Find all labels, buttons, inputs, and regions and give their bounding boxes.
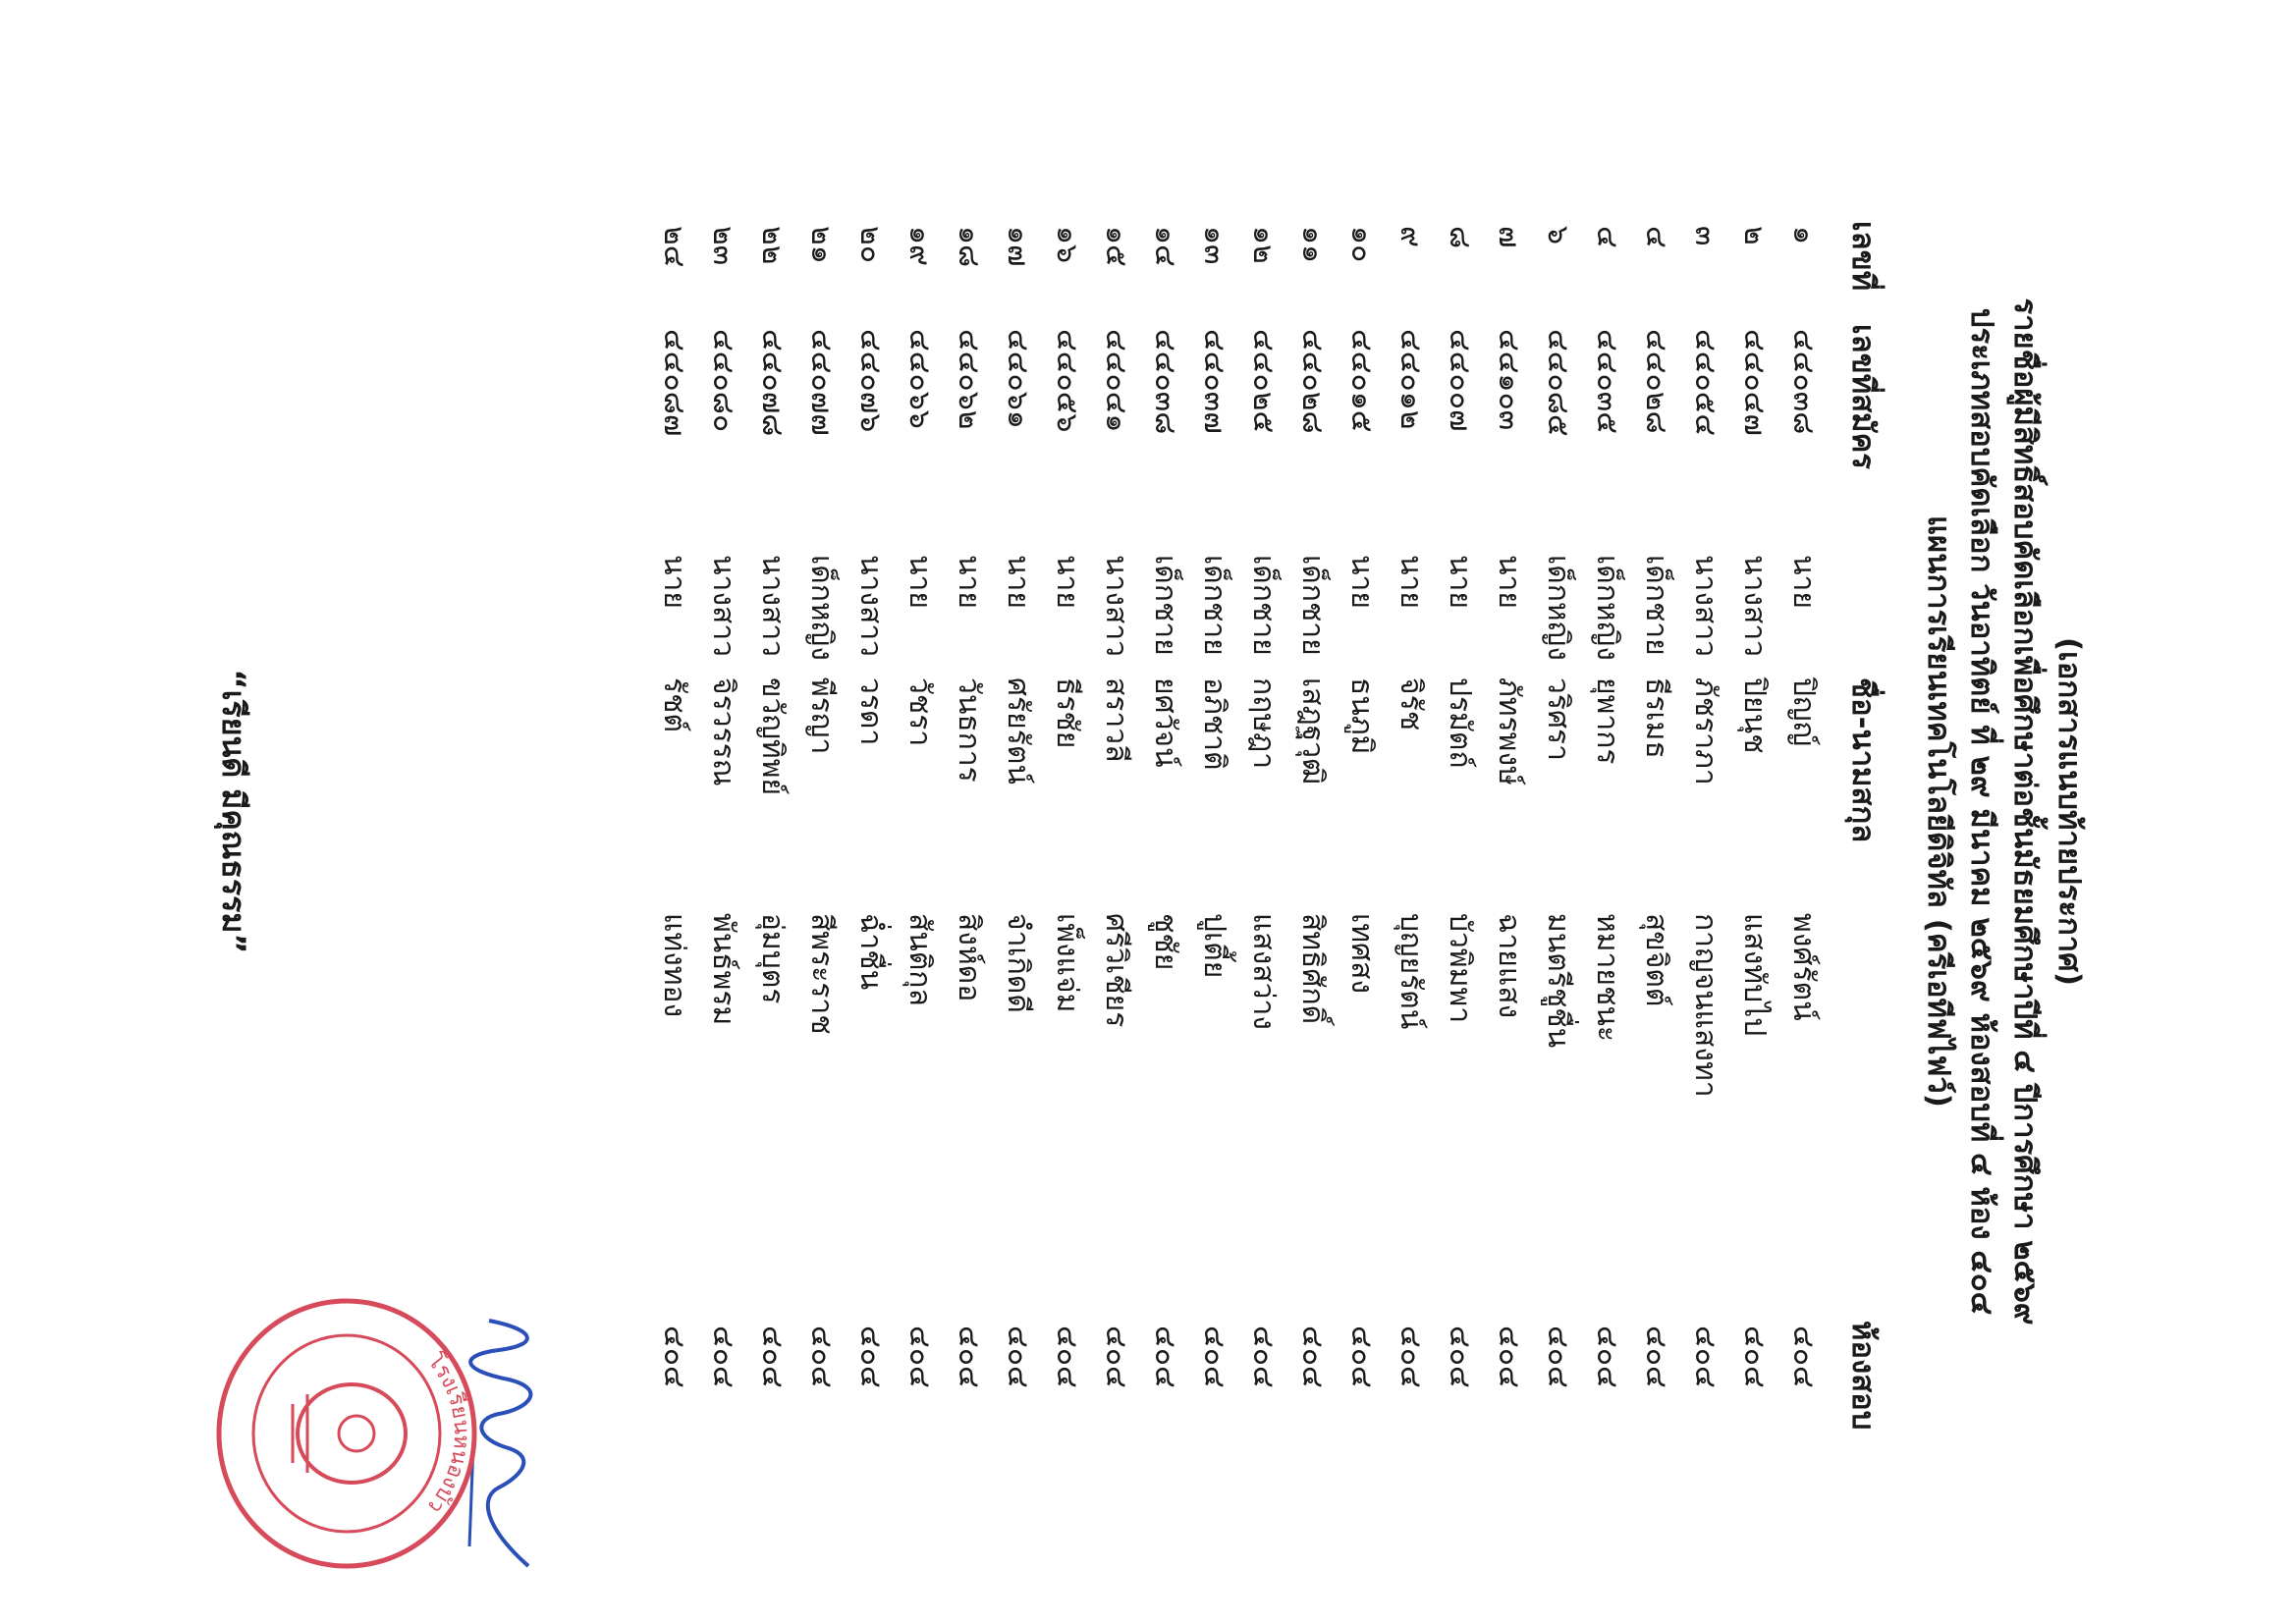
table-row: [1286, 0, 1336, 1623]
cell-room: ๔๐๔: [853, 1325, 888, 1388]
cell-last: ชูชัย: [1148, 913, 1182, 971]
cell-no: ๔: [1590, 226, 1624, 248]
cell-first: ปิญญ์: [1786, 677, 1821, 747]
table-row: [1581, 0, 1630, 1623]
cell-no: ๑๒: [1246, 226, 1281, 264]
cell-no: ๑: [1786, 226, 1821, 245]
table-row: [845, 0, 894, 1623]
header-room: ห้องสอบ: [1845, 1321, 1881, 1431]
table-row: [1090, 0, 1139, 1623]
table-row: [648, 0, 697, 1623]
cell-no: ๑๔: [1148, 226, 1182, 267]
cell-first: ศรัยรัตน์: [1001, 677, 1035, 784]
cell-no: ๑๐: [1344, 226, 1379, 263]
cell-room: ๔๐๔: [1688, 1325, 1722, 1388]
cell-last: กาญจนแสงทา: [1688, 913, 1722, 1098]
cell-no: ๒๔: [657, 226, 691, 268]
table-row: [746, 0, 795, 1623]
table-row: [1237, 0, 1286, 1623]
cell-no: ๒๑: [804, 226, 839, 264]
table-row: [1728, 0, 1777, 1623]
cell-id: ๔๔๐๐๗: [1443, 329, 1477, 432]
cell-title: นาย: [952, 555, 986, 609]
table-row: [697, 0, 746, 1623]
cell-first: ปรมัตถ์: [1443, 677, 1477, 769]
header-no: เลขที่: [1845, 221, 1881, 292]
cell-last: ฉ่ำชื่น: [853, 913, 888, 991]
cell-first: ภัทรพงษ์: [1492, 677, 1526, 785]
table-row: [1139, 0, 1188, 1623]
cell-title: นางสาว: [706, 555, 740, 658]
cell-last: จำเกิดดี: [1001, 913, 1035, 1013]
cell-id: ๔๔๐๗๗: [804, 329, 839, 436]
cell-room: ๔๐๔: [657, 1325, 691, 1388]
school-motto: “เรียนดี มีคุณธรรม”: [215, 669, 252, 954]
cell-id: ๔๔๐๔๗: [1737, 329, 1772, 436]
header-name: ชื่อ-นามสกุล: [1845, 677, 1881, 843]
cell-title: นางสาว: [853, 555, 888, 658]
cell-first: จิรวรรณ: [706, 677, 740, 786]
cell-title: นาย: [1001, 555, 1035, 609]
cell-room: ๔๐๔: [902, 1325, 937, 1388]
cell-first: ธนภูมิ: [1344, 677, 1379, 755]
cell-no: ๖: [1541, 226, 1575, 245]
cell-no: ๗: [1492, 226, 1526, 248]
cell-room: ๔๐๔: [1148, 1325, 1182, 1388]
cell-first: วรดา: [853, 677, 888, 746]
cell-id: ๔๔๑๐๓: [1492, 329, 1526, 431]
cell-no: ๑๙: [902, 226, 937, 267]
cell-title: เด็กหญิง: [804, 555, 839, 661]
cell-last: แสงสว่าง: [1246, 913, 1281, 1030]
cell-room: ๔๐๔: [1246, 1325, 1281, 1388]
cell-title: เด็กชาย: [1639, 555, 1673, 656]
cell-room: ๔๐๔: [804, 1325, 839, 1388]
cell-title: เด็กชาย: [1246, 555, 1281, 656]
cell-room: ๔๐๔: [1786, 1325, 1821, 1388]
cell-title: นาย: [1492, 555, 1526, 609]
cell-id: ๔๔๐๓๕: [1590, 329, 1624, 434]
cell-id: ๔๔๐๑๕: [1344, 329, 1379, 433]
cell-room: ๔๐๔: [706, 1325, 740, 1388]
cell-first: อภิชาติ: [1197, 677, 1231, 771]
cell-first: จิรัช: [1394, 677, 1428, 731]
cell-last: เพ็งแจ่ม: [1050, 913, 1084, 1013]
cell-id: ๔๔๐๑๒: [1394, 329, 1428, 430]
table-row: [894, 0, 943, 1623]
header-applicant-no: เลขที่สมัคร: [1845, 324, 1881, 469]
table-row: [1630, 0, 1679, 1623]
table-row: [1041, 0, 1090, 1623]
cell-room: ๔๐๔: [1050, 1325, 1084, 1388]
cell-title: นางสาว: [1688, 555, 1722, 658]
cell-first: ยุพากร: [1590, 677, 1624, 765]
cell-id: ๔๔๐๖๒: [952, 329, 986, 430]
cell-no: ๒๒: [755, 226, 790, 265]
cell-room: ๔๐๔: [1541, 1325, 1575, 1388]
cell-room: ๔๐๔: [1737, 1325, 1772, 1388]
cell-first: เสฎฐวุฒิ: [1295, 677, 1330, 785]
cell-room: ๔๐๔: [1099, 1325, 1133, 1388]
cell-first: ปิยนุช: [1737, 677, 1772, 754]
cell-first: วัชรา: [902, 677, 937, 747]
cell-first: ขวัญทิพย์: [755, 677, 790, 796]
study-program: แผนการเรียนเทคโนโลยีดิจิทัล (ครีเอทีฟไฟว์): [1921, 515, 1956, 1108]
cell-id: ๔๔๐๒๘: [1295, 329, 1330, 434]
cell-last: หมายชนะ: [1590, 913, 1624, 1042]
cell-id: ๔๔๐๘๕: [1541, 329, 1575, 437]
cell-room: ๔๐๔: [952, 1325, 986, 1388]
cell-no: ๑๘: [952, 226, 986, 268]
cell-title: เด็กชาย: [1295, 555, 1330, 656]
cell-title: นางสาว: [755, 555, 790, 658]
cell-id: ๔๔๐๗๘: [755, 329, 790, 437]
cell-last: ปูเตี้ย: [1197, 913, 1231, 979]
cell-first: กฤษฎา: [1246, 677, 1281, 770]
cell-last: บัวพิมพา: [1443, 913, 1477, 1024]
cell-last: สุขจิตต์: [1639, 913, 1673, 1007]
cell-no: ๙: [1394, 226, 1428, 247]
cell-last: พันธ์พรม: [706, 913, 740, 1026]
table-row: [1532, 0, 1581, 1623]
cell-no: ๒๐: [853, 226, 888, 264]
cell-last: พงศ์รัตน์: [1786, 913, 1821, 1021]
cell-id: ๔๔๐๘๐: [706, 329, 740, 433]
cell-title: นาย: [1443, 555, 1477, 609]
cell-last: ศรีวิเชียร: [1099, 913, 1133, 1028]
cell-room: ๔๐๔: [1590, 1325, 1624, 1388]
cell-first: สราวลี: [1099, 677, 1133, 763]
cell-last: อุ่มบุตร: [755, 913, 790, 1004]
cell-first: วริศรา: [1541, 677, 1575, 761]
cell-last: สีพระราช: [804, 913, 839, 1035]
cell-title: นาย: [902, 555, 937, 609]
cell-id: ๔๔๐๖๑: [1001, 329, 1035, 429]
cell-last: ฉายแสง: [1492, 913, 1526, 1019]
table-row: [1777, 0, 1827, 1623]
table-row: [1336, 0, 1385, 1623]
cell-last: สันติกุล: [902, 913, 937, 1006]
table-row: [1188, 0, 1237, 1623]
cell-id: ๔๔๐๒๕: [1246, 329, 1281, 434]
exam-details: ประเภทสอบคัดเลือก วันอาทิตย์ ที่ ๒๙ มีนาคม ๒๕๖๙ ห้องสอบที่ ๔ ห้อง ๔๐๔: [1964, 307, 1999, 1316]
cell-no: ๑๖: [1050, 226, 1084, 264]
cell-title: เด็กชาย: [1197, 555, 1231, 656]
cell-first: ธีรเมธ: [1639, 677, 1673, 759]
annex-label: (เอกสารแนบท้ายประกาศ): [2051, 637, 2087, 986]
cell-last: แสงทับไป: [1737, 913, 1772, 1037]
cell-no: ๑๓: [1197, 226, 1231, 265]
cell-room: ๔๐๔: [1001, 1325, 1035, 1388]
cell-id: ๔๔๐๕๖: [1050, 329, 1084, 433]
cell-id: ๔๔๐๗๖: [853, 329, 888, 433]
cell-first: พีรญา: [804, 677, 839, 755]
cell-no: ๔: [1639, 226, 1673, 248]
cell-last: สิงห์ดอ: [952, 913, 986, 1002]
cell-room: ๔๐๔: [1492, 1325, 1526, 1388]
cell-room: ๔๐๔: [1197, 1325, 1231, 1388]
cell-title: นางสาว: [1737, 555, 1772, 658]
cell-id: ๔๔๐๓๘: [1148, 329, 1182, 435]
cell-first: ยศวัจน์: [1148, 677, 1182, 768]
cell-no: ๒: [1737, 226, 1772, 245]
table-row: [943, 0, 992, 1623]
cell-title: นาย: [657, 555, 691, 609]
cell-no: ๒๓: [706, 226, 740, 266]
cell-no: ๑๗: [1001, 226, 1035, 267]
cell-id: ๔๔๐๘๗: [657, 329, 691, 437]
cell-title: นาย: [1344, 555, 1379, 609]
cell-no: ๑๕: [1099, 226, 1133, 267]
table-row: [1679, 0, 1728, 1623]
cell-no: ๓: [1688, 226, 1722, 246]
table-row: [992, 0, 1041, 1623]
cell-last: บุญยรัตน์: [1394, 913, 1428, 1030]
cell-title: เด็กหญิง: [1541, 555, 1575, 661]
cell-id: ๔๔๐๓๘: [1786, 329, 1821, 435]
cell-title: เด็กชาย: [1148, 555, 1182, 656]
table-row: [1385, 0, 1434, 1623]
cell-room: ๔๐๔: [1394, 1325, 1428, 1388]
cell-title: เด็กหญิง: [1590, 555, 1624, 661]
cell-room: ๔๐๔: [1344, 1325, 1379, 1388]
cell-title: นาย: [1050, 555, 1084, 609]
cell-first: ธีรชัย: [1050, 677, 1084, 749]
cell-id: ๔๔๐๖๖: [902, 329, 937, 429]
cell-first: วันธการ: [952, 677, 986, 783]
cell-last: มนตรีชูชื่น: [1541, 913, 1575, 1049]
svg-text:โรงเรียนหนองบัว: โรงเรียนหนองบัว: [422, 1349, 474, 1518]
cell-title: นาย: [1394, 555, 1428, 609]
table-row: [1434, 0, 1483, 1623]
cell-title: นาย: [1786, 555, 1821, 609]
cell-room: ๔๐๔: [1639, 1325, 1673, 1388]
document-title: รายชื่อผู้มีสิทธิ์สอบคัดเลือกเพื่อศึกษาต่อชั้นมัธยมศึกษาปีที่ ๔ ปีการศึกษา ๒๕๖๙: [2007, 298, 2043, 1325]
cell-first: รัชต์: [657, 677, 691, 732]
cell-id: ๔๔๐๔๑: [1099, 329, 1133, 433]
cell-first: ภัชราภา: [1688, 677, 1722, 785]
cell-id: ๔๔๐๕๔: [1688, 329, 1722, 437]
cell-last: เทศสง: [1344, 913, 1379, 995]
cell-no: ๘: [1443, 226, 1477, 249]
table-row: [1483, 0, 1532, 1623]
cell-no: ๑๑: [1295, 226, 1330, 264]
cell-id: ๔๔๐๒๘: [1639, 329, 1673, 434]
cell-room: ๔๐๔: [755, 1325, 790, 1388]
cell-room: ๔๐๔: [1295, 1325, 1330, 1388]
cell-room: ๔๐๔: [1443, 1325, 1477, 1388]
cell-title: นางสาว: [1099, 555, 1133, 658]
table-row: [795, 0, 845, 1623]
cell-id: ๔๔๐๓๗: [1197, 329, 1231, 434]
cell-last: แท่งทอง: [657, 913, 691, 1018]
cell-last: สิทธิศักดิ์: [1295, 913, 1330, 1025]
